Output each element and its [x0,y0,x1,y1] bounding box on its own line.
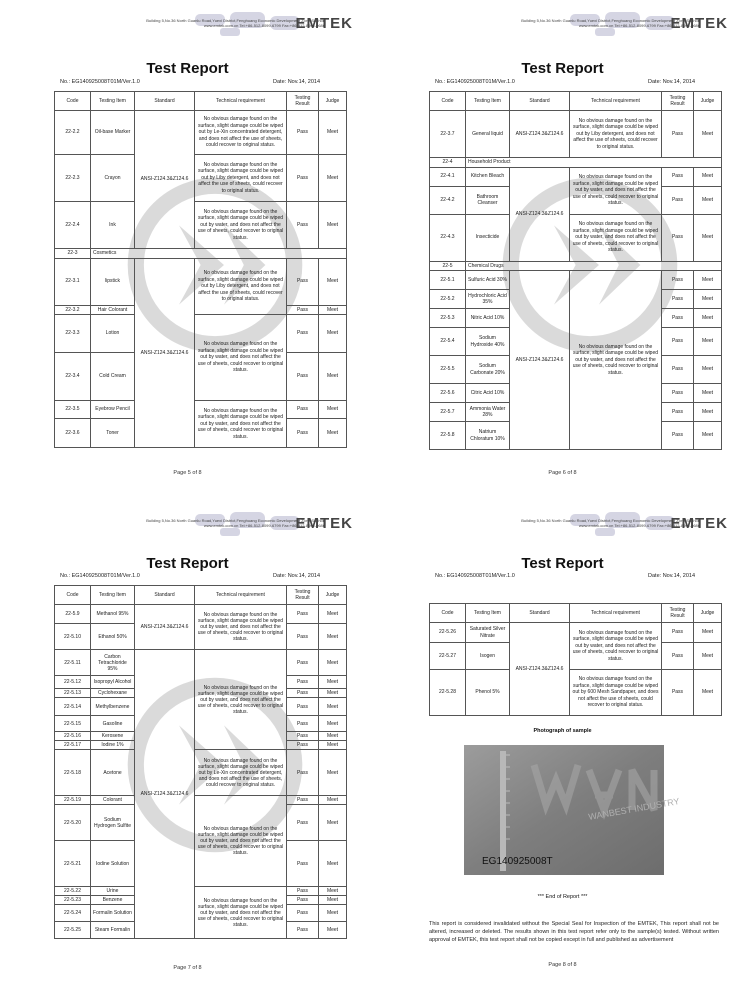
table-row [430,111,722,158]
judge-cell: Meet [694,214,722,261]
result-cell: Pass [287,841,319,887]
col-header: Technical requirement [570,92,662,111]
code-cell: 22-5.8 [430,422,466,450]
requirement-cell: No obvious damage found on the surface, slight damage could be wiped out by Le-Xin concentrated detergent, and does not affect the use of sheets, could recover to original status. [195,111,287,155]
judge-cell: Meet [694,290,722,309]
table-row [55,750,347,796]
col-header: Standard [135,92,195,111]
result-cell: Pass [662,328,694,356]
col-header: Standard [135,586,195,605]
report-page-8 [375,500,750,1000]
requirement-cell: No obvious damage found on the surface, slight damage could be wiped out by water, and does not affect the use of sheets, could recover to original status. [195,650,287,750]
judge-cell: Meet [694,309,722,328]
judge-cell: Meet [319,353,347,401]
col-header: Technical requirement [195,586,287,605]
result-cell: Pass [287,624,319,650]
emtek-logo: EMTEK [670,14,728,32]
code-cell: 22-5.17 [55,741,91,750]
code-cell: 22-5.26 [430,623,466,643]
result-cell: Pass [287,419,319,448]
requirement-cell: No obvious damage found on the surface, slight damage could be wiped out by water, and does not affect the use of sheets, could recover to original status. [195,202,287,249]
result-cell: Pass [287,896,319,905]
judge-cell: Meet [319,155,347,202]
item-cell: Lotion [91,315,135,353]
result-cell: Pass [662,290,694,309]
result-cell: Pass [287,698,319,716]
svg-text:WANBEST INDUSTRY: WANBEST INDUSTRY [587,796,681,822]
judge-cell: Meet [319,887,347,896]
table-header-row [55,586,347,605]
item-cell: Methanol 95% [91,605,135,624]
code-cell: 22-5.16 [55,732,91,741]
result-cell: Pass [287,796,319,805]
code-cell: 22-4.2 [430,186,466,214]
item-cell: Formalin Solution [91,905,135,922]
table-row [430,670,722,716]
judge-cell: Meet [319,689,347,698]
item-cell: Nitric Acid 10% [466,309,510,328]
page-title: Test Report [146,60,229,77]
page-title: Test Report [521,555,604,572]
item-cell: Isogen [466,643,510,670]
test-results-table [429,91,722,450]
result-cell: Pass [287,741,319,750]
col-header: Code [55,586,91,605]
code-cell: 22-5.10 [55,624,91,650]
col-header: Judge [319,586,347,605]
sample-code-label: EG140925008T [482,856,553,867]
col-header: Code [430,604,466,623]
table-row [55,155,347,202]
judge-cell: Meet [319,716,347,732]
judge-cell: Meet [319,650,347,676]
result-cell: Pass [662,111,694,158]
col-header: Testing Item [91,586,135,605]
judge-cell: Meet [319,841,347,887]
table-row [55,111,347,155]
result-cell: Pass [662,403,694,422]
judge-cell: Meet [694,623,722,643]
judge-cell: Meet [319,111,347,155]
table-row [55,258,347,305]
item-cell: Natrium Chloratum 10% [466,422,510,450]
result-cell: Pass [287,605,319,624]
result-cell: Pass [662,623,694,643]
col-header: Code [430,92,466,111]
code-cell: 22-5.24 [55,905,91,922]
code-cell: 22-4.3 [430,214,466,261]
table-row [430,623,722,643]
requirement-cell: No obvious damage found on the surface, slight damage could be wiped out by water, and does not affect the use of sheets, could recover to original status. [570,271,662,450]
section-title: Household Product [466,158,722,168]
report-number: No.: EG140925008T01M/Ver.1.0 [60,79,140,85]
result-cell: Pass [662,271,694,290]
table-row [55,315,347,353]
result-cell: Pass [287,805,319,841]
table-row [430,167,722,186]
report-number: No.: EG140925008T01M/Ver.1.0 [435,573,515,579]
item-cell: lipstick [91,258,135,305]
judge-cell: Meet [694,422,722,450]
code-cell: 22-5.9 [55,605,91,624]
code-cell: 22-5.27 [430,643,466,670]
code-cell: 22-3.7 [430,111,466,158]
judge-cell: Meet [694,111,722,158]
col-header: Code [55,92,91,111]
code-cell: 22-3.4 [55,353,91,401]
judge-cell: Meet [694,670,722,716]
code-cell: 22-3 [55,249,91,259]
code-cell: 22-5.12 [55,676,91,689]
col-header: Testing Result [287,92,319,111]
result-cell: Pass [287,922,319,939]
item-cell: Hydrochloric Acid 35% [466,290,510,309]
table-row [55,650,347,676]
header-address: Building 5,No.36 North Guanlu Road,Yuexi District,Fenghuang Economic Development Zone,Suzhou www.emtek.com.cn Tel:+86-512-8099-6799 Fax:+86-512-8099-0686 [521,18,700,28]
page-title: Test Report [521,60,604,77]
item-cell: Eyebrow Pencil [91,401,135,419]
code-cell: 22-4.1 [430,167,466,186]
code-cell: 22-3.3 [55,315,91,353]
item-cell: Iodine 1% [91,741,135,750]
col-header: Technical requirement [195,92,287,111]
judge-cell: Meet [694,403,722,422]
judge-cell: Meet [319,315,347,353]
result-cell: Pass [287,689,319,698]
result-cell: Pass [287,111,319,155]
standard-cell: ANSI-Z124.3&Z124.6 [135,650,195,939]
item-cell: Gasoline [91,716,135,732]
item-cell: Toner [91,419,135,448]
col-header: Standard [510,92,570,111]
report-date: Date: Nov.14, 2014 [273,79,320,85]
end-of-report: *** End of Report *** [537,894,588,900]
standard-cell: ANSI-Z124.3&Z124.6 [135,111,195,249]
page-footer: Page 8 of 8 [548,962,577,968]
requirement-cell: No obvious damage found on the surface, slight damage could be wiped out by Liby detergent, and does not affect the use of sheets, could recover to original status. [195,155,287,202]
test-results-table [54,91,347,448]
result-cell: Pass [287,315,319,353]
code-cell: 22-5.3 [430,309,466,328]
emtek-logo: EMTEK [295,14,353,32]
section-row [430,261,722,271]
result-cell: Pass [662,384,694,403]
standard-cell: ANSI-Z124.3&Z124.6 [510,167,570,261]
judge-cell: Meet [319,698,347,716]
report-meta [60,573,320,579]
code-cell: 22-5 [430,261,466,271]
code-cell: 22-5.18 [55,750,91,796]
report-meta [60,79,320,85]
code-cell: 22-5.7 [430,403,466,422]
judge-cell: Meet [694,643,722,670]
col-header: Judge [694,604,722,623]
table-header-row [430,92,722,111]
table-header-row [55,92,347,111]
item-cell: Methylbenzene [91,698,135,716]
item-cell: Ink [91,202,135,249]
requirement-cell: No obvious damage found on the surface, slight damage could be wiped out by Le-Xin concentrated detergent, and does not affect the use of sheets, could recover to original status. [195,750,287,796]
item-cell: Sulfuric Acid 30% [466,271,510,290]
judge-cell: Meet [319,896,347,905]
header-address: Building 5,No.36 North Guanlu Road,Yuexi District,Fenghuang Economic Development Zone,Suzhou www.emtek.com.cn Tel:+86-512-8099-6799 Fax:+86-512-8099-0686 [146,18,325,28]
judge-cell: Meet [319,905,347,922]
header-address: Building 5,No.36 North Guanlu Road,Yuexi District,Fenghuang Economic Development Zone,Suzhou www.emtek.com.cn Tel:+86-512-8099-6799 Fax:+86-512-8099-0686 [146,518,325,528]
item-cell: Hair Colorant [91,305,135,315]
result-cell: Pass [662,214,694,261]
requirement-cell: No obvious damage found on the surface, slight damage could be wiped out by Liby detergent, and does not affect the use of sheets, could recover to original status. [195,258,287,315]
emtek-logo: EMTEK [295,514,353,532]
item-cell: Oil-base Marker [91,111,135,155]
result-cell: Pass [287,401,319,419]
result-cell: Pass [287,750,319,796]
emtek-logo: EMTEK [670,514,728,532]
judge-cell: Meet [319,796,347,805]
result-cell: Pass [287,650,319,676]
table-row [55,401,347,419]
code-cell: 22-5.22 [55,887,91,896]
judge-cell: Meet [319,258,347,305]
code-cell: 22-3.2 [55,305,91,315]
item-cell: Kitchen Bleach [466,167,510,186]
code-cell: 22-5.28 [430,670,466,716]
table-row [55,887,347,896]
judge-cell: Meet [319,922,347,939]
item-cell: General liquid [466,111,510,158]
requirement-cell: No obvious damage found on the surface, slight damage could be wiped out by water, and does not affect the use of sheets, could recover to original status. [195,315,287,401]
item-cell: Ammonia Water 28% [466,403,510,422]
report-number: No.: EG140925008T01M/Ver.1.0 [435,79,515,85]
page-title: Test Report [146,555,229,572]
col-header: Technical requirement [570,604,662,623]
judge-cell: Meet [319,750,347,796]
judge-cell: Meet [694,384,722,403]
report-date: Date: Nov.14, 2014 [273,573,320,579]
item-cell: Sodium Hydrogen Sulfite [91,805,135,841]
report-date: Date: Nov.14, 2014 [648,573,695,579]
item-cell: Bathroom Cleanser [466,186,510,214]
item-cell: Acetone [91,750,135,796]
item-cell: Urine [91,887,135,896]
section-row [430,158,722,168]
col-header: Testing Item [466,604,510,623]
col-header: Testing Result [287,586,319,605]
result-cell: Pass [287,905,319,922]
item-cell: Crayon [91,155,135,202]
section-row [55,249,347,259]
sample-photo [464,745,681,875]
code-cell: 22-5.23 [55,896,91,905]
result-cell: Pass [662,643,694,670]
result-cell: Pass [287,202,319,249]
standard-cell: ANSI-Z124.3&Z124.6 [510,623,570,716]
judge-cell: Meet [319,805,347,841]
code-cell: 22-3.6 [55,419,91,448]
item-cell: Ethanol 50% [91,624,135,650]
result-cell: Pass [287,305,319,315]
result-cell: Pass [662,167,694,186]
code-cell: 22-5.1 [430,271,466,290]
result-cell: Pass [287,732,319,741]
header-address: Building 5,No.36 North Guanlu Road,Yuexi District,Fenghuang Economic Development Zone,Suzhou www.emtek.com.cn Tel:+86-512-8099-6799 Fax:+86-512-8099-0686 [521,518,700,528]
page-footer: Page 7 of 8 [173,965,202,971]
report-date: Date: Nov.14, 2014 [648,79,695,85]
code-cell: 22-3.5 [55,401,91,419]
code-cell: 22-5.15 [55,716,91,732]
standard-cell: ANSI-Z124.3&Z124.6 [135,258,195,448]
requirement-cell: No obvious damage found on the surface, slight damage could be wiped out by water, and does not affect the use of sheets, could recover to original status. [195,401,287,448]
code-cell: 22-5.20 [55,805,91,841]
result-cell: Pass [287,258,319,305]
col-header: Standard [510,604,570,623]
report-notice: This report is considered invalidated without the Special Seal for Inspection of the EMTEK, This report shall not be altered, increased or deleted. The results shown in this test report refer only to the sample(s) tested. Without written approval of EMTEK, this test report shall not be copied except in full and published as advertisement [429,921,719,943]
item-cell: Kerosene [91,732,135,741]
code-cell: 22-5.11 [55,650,91,676]
col-header: Testing Result [662,604,694,623]
test-results-table [54,585,347,939]
code-cell: 22-4 [430,158,466,168]
standard-cell: ANSI-Z124.3&Z124.6 [510,111,570,158]
code-cell: 22-5.6 [430,384,466,403]
report-page-7 [0,500,375,1000]
result-cell: Pass [662,670,694,716]
judge-cell: Meet [319,605,347,624]
result-cell: Pass [662,422,694,450]
report-page-5 [0,0,375,500]
report-meta [435,79,695,85]
requirement-cell: No obvious damage found on the surface, slight damage could be wiped out by water, and does not affect the use of sheets, could recover to original status. [195,796,287,887]
item-cell: Saturated Silver Nitrate [466,623,510,643]
col-header: Testing Item [91,92,135,111]
report-number: No.: EG140925008T01M/Ver.1.0 [60,573,140,579]
report-meta [435,573,695,579]
code-cell: 22-5.5 [430,356,466,384]
code-cell: 22-5.13 [55,689,91,698]
photo-caption: Photograph of sample [533,728,592,734]
code-cell: 22-5.4 [430,328,466,356]
judge-cell: Meet [319,732,347,741]
code-cell: 22-5.14 [55,698,91,716]
requirement-cell: No obvious damage found on the surface, slight damage could be wiped out by water, and does not affect the use of sheets, could recover to original status. [570,167,662,214]
judge-cell: Meet [694,271,722,290]
code-cell: 22-5.25 [55,922,91,939]
item-cell: Steam Formalin [91,922,135,939]
requirement-cell: No obvious damage found on the surface, slight damage could be wiped out by Liby detergent, and does not affect the use of sheets, could recover to original status. [570,111,662,158]
result-cell: Pass [662,356,694,384]
item-cell: Cyclohexane [91,689,135,698]
table-row [430,214,722,261]
item-cell: Isopropyl Alcohol [91,676,135,689]
judge-cell: Meet [694,328,722,356]
judge-cell: Meet [319,624,347,650]
code-cell: 22-2.4 [55,202,91,249]
requirement-cell: No obvious damage found on the surface, slight damage could be wiped out by water, and does not affect the use of sheets, could recover to original status. [570,214,662,261]
item-cell: Sodium Hydroxide 40% [466,328,510,356]
requirement-cell: No obvious damage found on the surface, slight damage could be wiped out by water, and does not affect the use of sheets, could recover to original status. [195,887,287,939]
code-cell: 22-2.2 [55,111,91,155]
item-cell: Colorant [91,796,135,805]
item-cell: Carbon Tetrachloride 95% [91,650,135,676]
item-cell: Cold Cream [91,353,135,401]
judge-cell: Meet [694,186,722,214]
requirement-cell: No obvious damage found on the surface, slight damage could be wiped out by water, and does not affect the use of sheets, could recover to original status. [195,605,287,650]
result-cell: Pass [287,887,319,896]
result-cell: Pass [287,353,319,401]
requirement-cell: No obvious damage found on the surface, slight damage could be wiped out by 600 Mesh Sandpaper, and does not affect the use of sheets, could recover to original status. [570,670,662,716]
code-cell: 22-5.2 [430,290,466,309]
judge-cell: Meet [694,167,722,186]
report-page-6 [375,0,750,500]
judge-cell: Meet [319,741,347,750]
code-cell: 22-3.1 [55,258,91,305]
table-row [55,605,347,624]
col-header: Testing Item [466,92,510,111]
table-row [430,271,722,290]
standard-cell: ANSI-Z124.3&Z124.6 [510,271,570,450]
col-header: Testing Result [662,92,694,111]
requirement-cell: No obvious damage found on the surface, slight damage could be wiped out by water, and does not affect the use of sheets, could recover to original status. [570,623,662,670]
table-header-row [430,604,722,623]
col-header: Judge [319,92,347,111]
judge-cell: Meet [319,305,347,315]
page-footer: Page 6 of 8 [548,470,577,476]
result-cell: Pass [287,155,319,202]
result-cell: Pass [287,716,319,732]
item-cell: Iodine Solution [91,841,135,887]
judge-cell: Meet [319,401,347,419]
item-cell: Phenol 5% [466,670,510,716]
result-cell: Pass [662,309,694,328]
code-cell: 22-2.3 [55,155,91,202]
standard-cell: ANSI-Z124.3&Z124.6 [135,605,195,650]
judge-cell: Meet [694,356,722,384]
code-cell: 22-5.19 [55,796,91,805]
judge-cell: Meet [319,202,347,249]
result-cell: Pass [287,676,319,689]
section-title: Chemical Drugs [466,261,722,271]
table-row [55,202,347,249]
section-title: Cosmetics [91,249,347,259]
result-cell: Pass [662,186,694,214]
judge-cell: Meet [319,419,347,448]
table-row [55,796,347,805]
item-cell: Benzene [91,896,135,905]
judge-cell: Meet [319,676,347,689]
item-cell: Citric Acid 10% [466,384,510,403]
col-header: Judge [694,92,722,111]
item-cell: Insecticide [466,214,510,261]
item-cell: Sodium Carbonate 20% [466,356,510,384]
code-cell: 22-5.21 [55,841,91,887]
page-footer: Page 5 of 8 [173,470,202,476]
test-results-table [429,603,722,716]
